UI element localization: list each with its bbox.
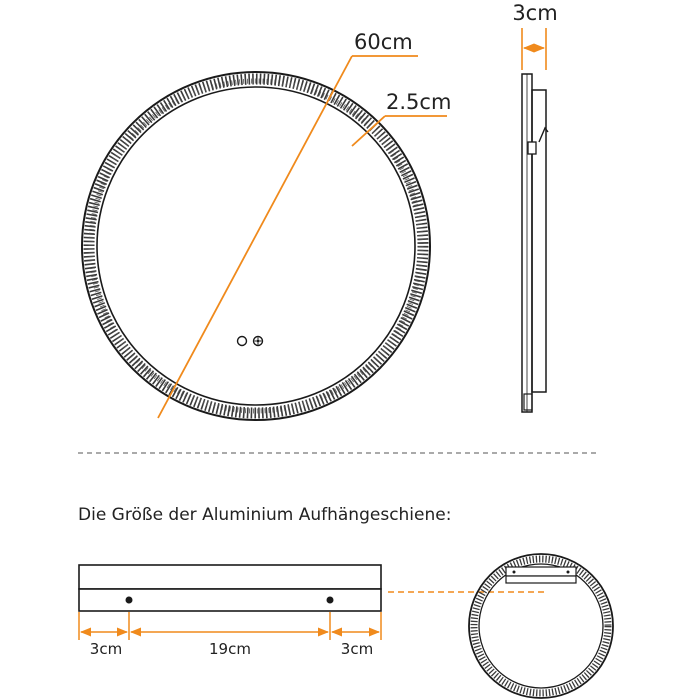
rail-center-gap-label: 19cm — [209, 640, 251, 658]
rail-right-gap-label: 3cm — [340, 640, 374, 658]
side-hanger-block — [528, 142, 536, 154]
power-icon — [238, 337, 247, 346]
frame-width-label: 2.5cm — [386, 90, 452, 114]
section-heading: Die Größe der Aluminium Aufhängeschiene: — [78, 505, 452, 525]
rail-screw-hole-left — [126, 597, 133, 604]
mirror-back-view — [469, 554, 613, 698]
sun-dimmer-icon — [254, 337, 263, 346]
depth-label: 3cm — [512, 1, 558, 25]
rail-lower-body — [79, 589, 381, 611]
aluminium-rail — [79, 565, 381, 658]
mirror-glass-edge — [97, 87, 415, 405]
mirror-frame-speckle-inner — [91, 81, 421, 411]
mirror-outer-rim — [82, 72, 430, 420]
rail-screw-hole-right — [327, 597, 334, 604]
rail-left-gap-label: 3cm — [89, 640, 123, 658]
mirror-side-view — [512, 1, 557, 412]
rail-upper-body — [79, 565, 381, 589]
mirror-front-view — [82, 30, 451, 420]
side-bracket — [532, 90, 546, 392]
diameter-label: 60cm — [354, 30, 413, 54]
back-view-rail — [506, 567, 576, 576]
diameter-dimension-line — [158, 56, 352, 418]
